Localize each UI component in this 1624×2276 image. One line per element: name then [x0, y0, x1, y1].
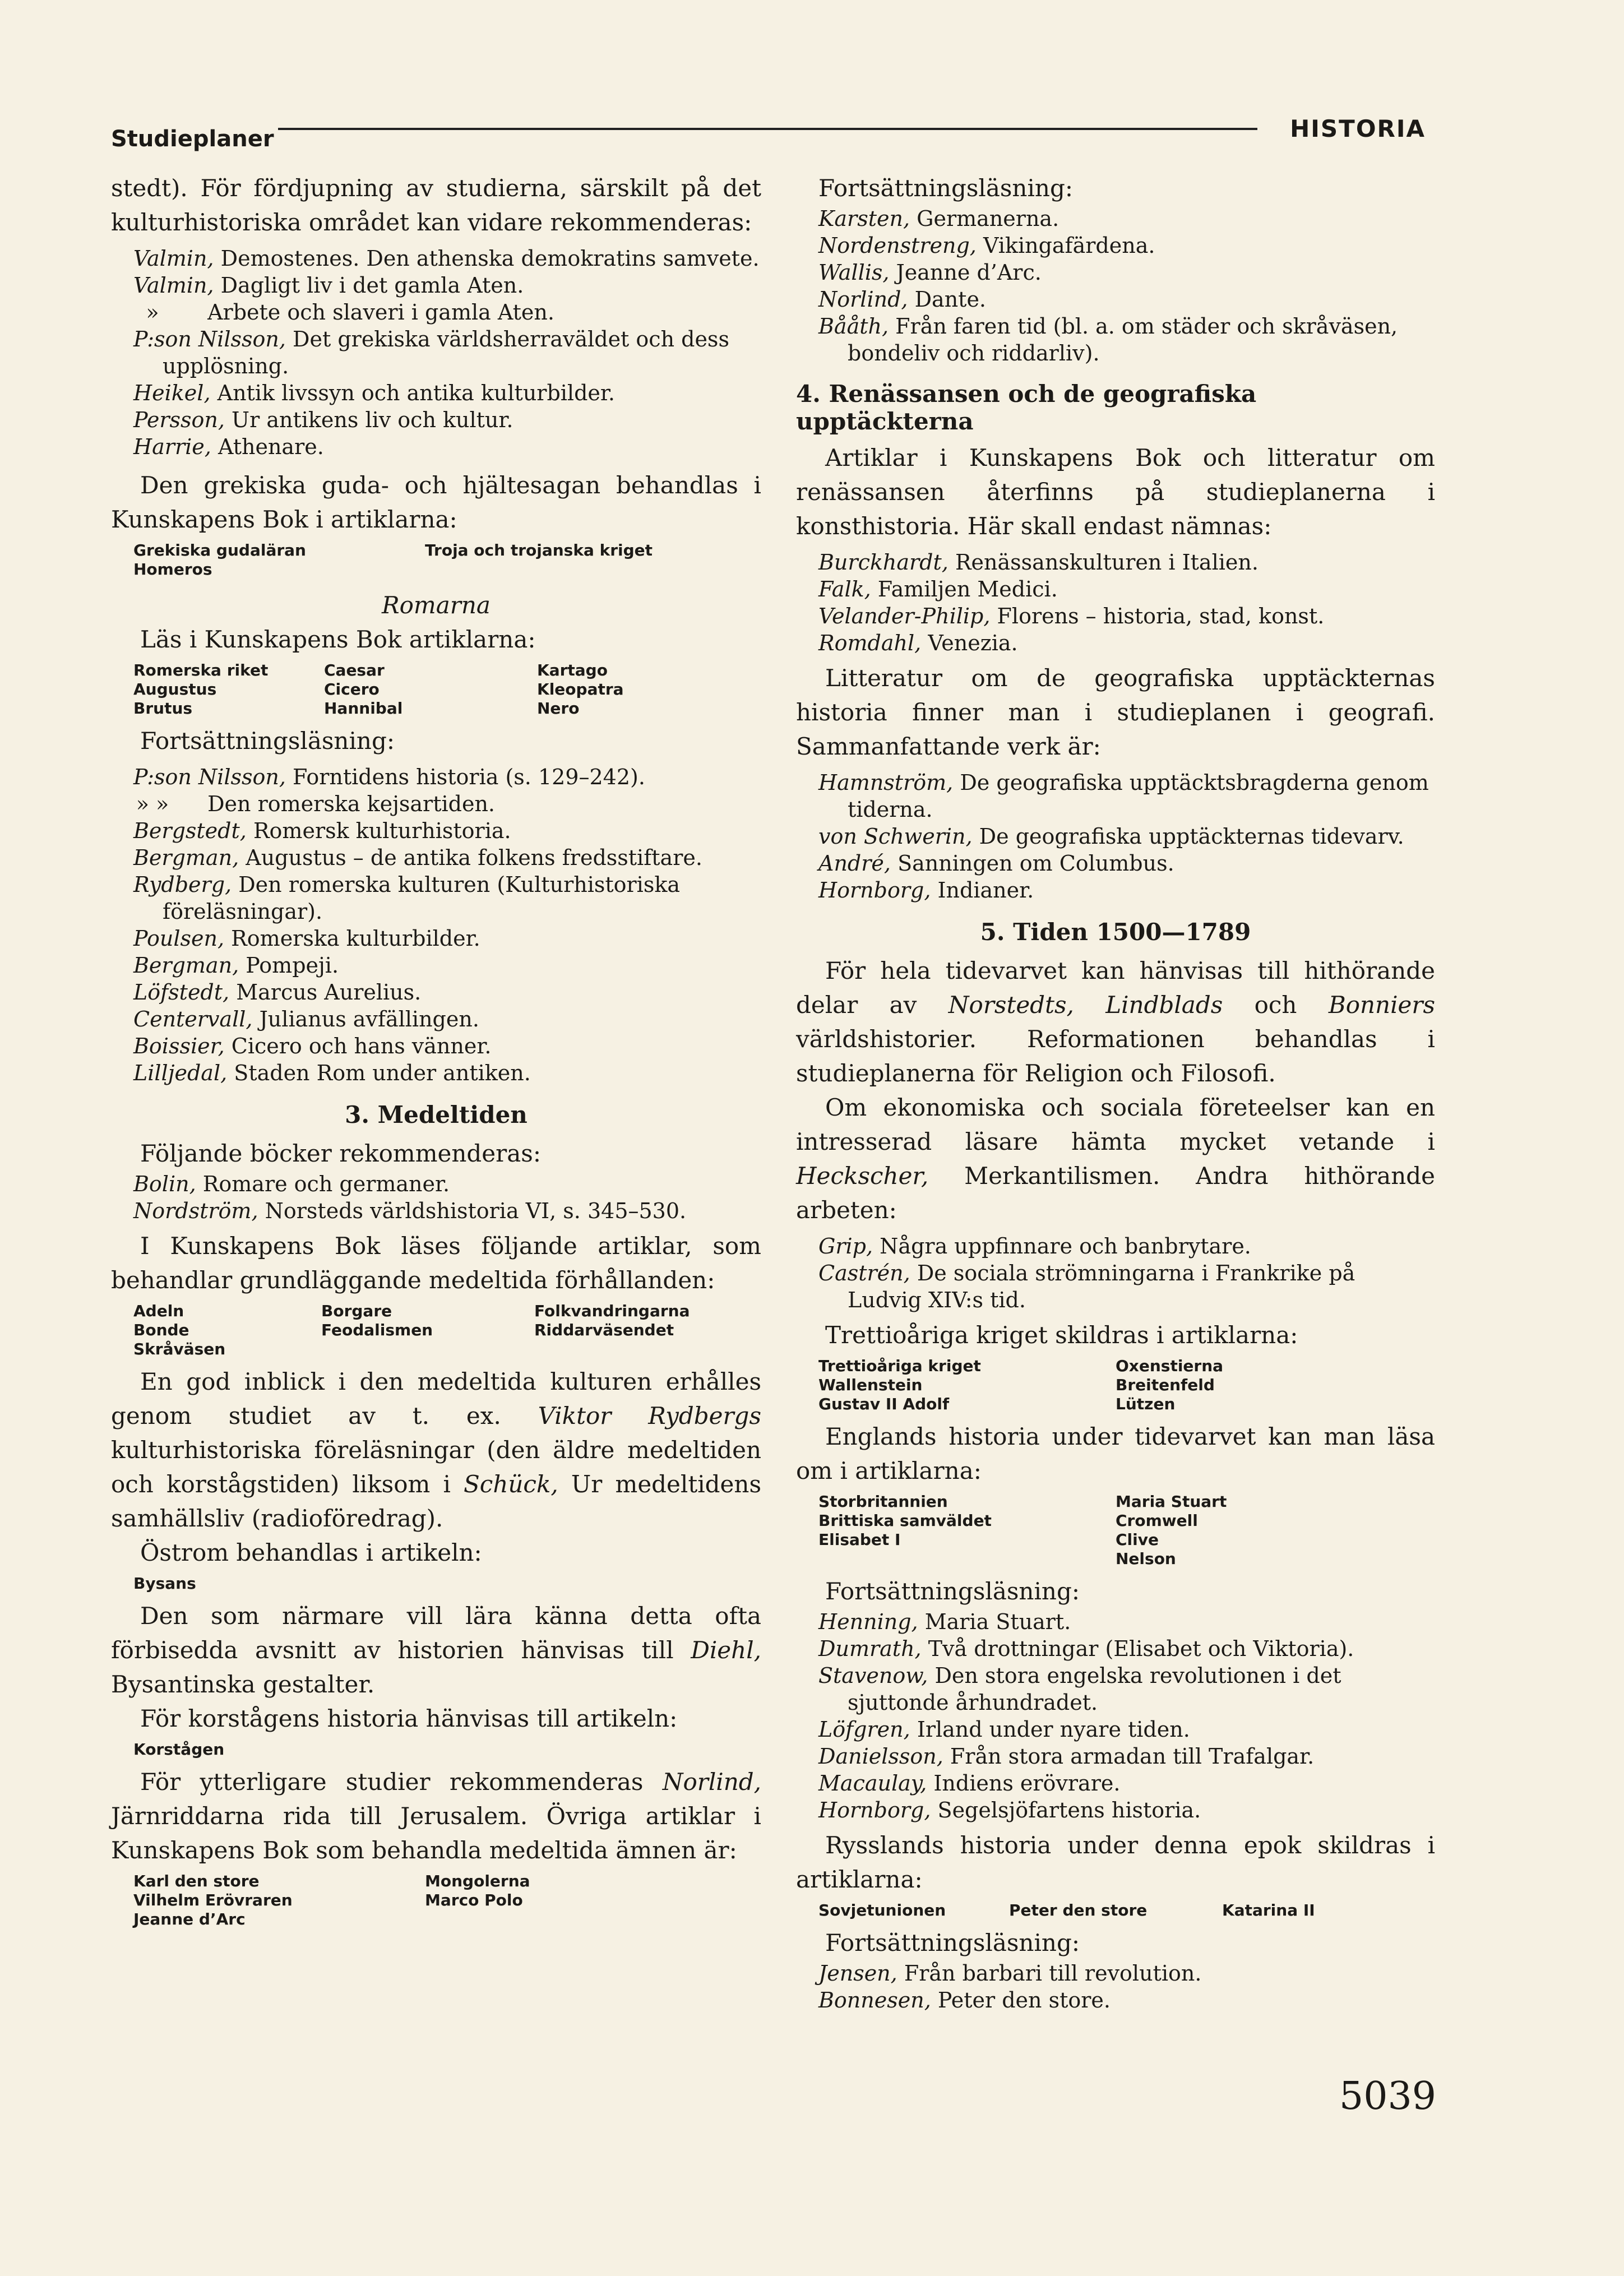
reference-title: Den romerska kejsartiden.	[207, 792, 496, 816]
header-rule	[278, 128, 1257, 130]
article-name: Sovjetunionen	[818, 1901, 946, 1919]
reference-entry	[796, 313, 1435, 367]
text-run: Bysantinska gestalter.	[111, 1671, 375, 1698]
reference-title: Från stora armadan till Trafalgar.	[950, 1744, 1315, 1769]
text-run: kulturhistoriska föreläsningar (den äldre medeltiden och korstågstiden) liksom i	[111, 1436, 761, 1498]
text-run: Om ekonomiska och sociala företeelser kan en intresserad läsare hämta mycket vetande i	[796, 1094, 1435, 1155]
article-name: Lützen	[1116, 1395, 1176, 1413]
romarna-paragraph: Läs i Kunskapens Bok artiklarna:	[140, 626, 536, 653]
reference-title: Segelsjöfartens historia.	[937, 1798, 1201, 1822]
reference-entry	[796, 1960, 1435, 1987]
reference-author: Harrie,	[133, 434, 211, 459]
reference-title: Athenare.	[218, 434, 324, 459]
article-name: Skråväsen	[133, 1340, 226, 1358]
article-name: Breitenfeld	[1116, 1376, 1215, 1394]
reference-entry	[796, 576, 1435, 603]
article-name: Trettioåriga kriget	[818, 1357, 981, 1375]
article-name: Folkvandringarna	[534, 1302, 690, 1320]
page-number: 5039	[1339, 2074, 1436, 2118]
reference-author: Grip,	[818, 1234, 873, 1259]
reference-entry	[796, 630, 1435, 656]
reference-entry	[111, 764, 761, 790]
article-name: Peter den store	[1009, 1901, 1148, 1919]
right-column	[796, 171, 1435, 2018]
reference-title: Från barbari till revolution.	[904, 1961, 1202, 1986]
reference-entry	[796, 850, 1435, 877]
economy-paragraph	[796, 1090, 1435, 1227]
reference-title: Ur antikens liv och kultur.	[232, 408, 513, 432]
culture-paragraph	[111, 1364, 761, 1535]
section-heading-medeltiden: 3. Medeltiden	[345, 1101, 528, 1128]
intro-paragraph: stedt). För fördjupning av studierna, särskilt på det kulturhistoriska området kan vidare rekommenderas:	[111, 174, 761, 236]
reference-entry	[111, 925, 761, 952]
author-ref: Bonniers	[1328, 991, 1436, 1019]
reference-title: Vikingafärdena.	[983, 233, 1155, 258]
reference-author: Wallis,	[818, 260, 890, 285]
reference-author: Heikel,	[133, 381, 211, 405]
reference-author: Boissier,	[133, 1034, 225, 1058]
russia-paragraph: Rysslands historia under denna epok skildras i artiklarna:	[796, 1831, 1435, 1893]
reference-entry	[111, 1060, 761, 1086]
article-name	[321, 1340, 534, 1359]
reference-entry	[111, 299, 761, 326]
reference-entry	[796, 205, 1435, 232]
reference-entry	[796, 1635, 1435, 1662]
left-column	[111, 171, 761, 1935]
reference-author: Romdahl,	[818, 631, 922, 655]
article-name	[425, 560, 716, 579]
reference-entry	[796, 1797, 1435, 1824]
text-run: En god inblick i den medeltida kulturen erhålles genom studiet av t. ex.	[111, 1368, 761, 1430]
header-subject: HISTORIA	[1290, 115, 1426, 142]
reference-author: Bolin,	[133, 1172, 196, 1196]
ditto-mark: » »	[136, 792, 169, 816]
reference-entry	[111, 380, 761, 406]
reference-title: Romare och germaner.	[202, 1172, 450, 1196]
continuation-label: Fortsättningsläsning:	[818, 174, 1074, 202]
reference-entry	[111, 245, 761, 272]
article-name: Brittiska samväldet	[818, 1511, 992, 1530]
reference-title: Cicero och hans vänner.	[231, 1034, 492, 1058]
ditto-mark: »	[146, 300, 159, 325]
article-list	[133, 661, 761, 718]
reading-list	[111, 764, 761, 1086]
article-name: Caesar	[324, 661, 385, 679]
reference-entry	[796, 1987, 1435, 2014]
reference-author: P:son Nilsson,	[133, 765, 286, 789]
reference-author: Valmin,	[133, 273, 214, 298]
thirty-years-paragraph: Trettioåriga kriget skildras i artiklarna:	[825, 1321, 1298, 1349]
reference-author: Macaulay,	[818, 1771, 927, 1796]
reference-title: Jeanne d’Arc.	[896, 260, 1042, 285]
reference-entry	[111, 1171, 761, 1197]
article-name: Nelson	[1116, 1549, 1176, 1568]
author-ref: Diehl,	[691, 1636, 761, 1664]
article-name: Troja och trojanska kriget	[425, 541, 653, 559]
page-header	[111, 115, 1426, 154]
author-ref: Norstedts, Lindblads	[948, 991, 1223, 1019]
article-name: Borgare	[321, 1302, 392, 1320]
author-ref: Viktor Rydbergs	[538, 1402, 761, 1430]
reference-entry	[111, 433, 761, 460]
article-name: Feodalismen	[321, 1321, 433, 1339]
article-list	[818, 1357, 1435, 1414]
reference-entry	[796, 877, 1435, 904]
reference-author: Dumrath,	[818, 1636, 922, 1661]
reference-entry	[796, 1662, 1435, 1716]
reference-author: Jensen,	[818, 1961, 897, 1986]
article-name: Oxenstierna	[1116, 1357, 1224, 1375]
reference-title: Marcus Aurelius.	[236, 980, 422, 1005]
reference-author: Bonnesen,	[818, 1988, 931, 2013]
article-name: Romerska riket	[133, 661, 269, 679]
reference-author: André,	[818, 851, 891, 876]
korstag-paragraph: För korstågens historia hänvisas till artikeln:	[140, 1705, 678, 1732]
article-name: Bysans	[133, 1574, 196, 1593]
article-name: Clive	[1116, 1530, 1159, 1549]
article-name: Brutus	[133, 699, 193, 718]
bysans-paragraph	[111, 1599, 761, 1701]
author-ref: Norlind,	[662, 1768, 761, 1796]
reference-author: Löfgren,	[818, 1717, 910, 1742]
reference-author: Danielsson,	[818, 1744, 943, 1769]
reference-author: Nordenstreng,	[818, 233, 977, 258]
article-list	[818, 1492, 1435, 1569]
article-name: Jeanne d’Arc	[133, 1910, 246, 1928]
renassans-paragraph: Artiklar i Kunskapens Bok och litteratur om renässansen återfinns på studieplanerna i konsthistoria. Här skall endast nämnas:	[796, 444, 1435, 540]
reference-entry	[796, 549, 1435, 576]
article-name: Wallenstein	[818, 1376, 923, 1394]
reference-entry	[796, 286, 1435, 313]
reference-author: Hornborg,	[818, 878, 931, 903]
reference-entry	[796, 1233, 1435, 1260]
article-name	[534, 1340, 722, 1359]
reference-title: Staden Rom under antiken.	[234, 1061, 531, 1085]
article-list	[818, 1901, 1435, 1920]
reference-author: Poulsen,	[133, 926, 225, 951]
text-run: och	[1223, 991, 1329, 1019]
continuation-label: Fortsättningsläsning:	[140, 727, 395, 755]
reading-list	[111, 1171, 761, 1224]
reference-author: Bergstedt,	[133, 818, 247, 843]
tiden-paragraph	[796, 954, 1435, 1090]
article-name	[425, 1910, 716, 1929]
reference-entry	[796, 823, 1435, 850]
article-name: Mongolerna	[425, 1872, 530, 1890]
reference-author: Stavenow,	[818, 1663, 928, 1688]
reference-entry	[111, 406, 761, 433]
reference-entry	[796, 769, 1435, 823]
reading-list	[796, 1608, 1435, 1824]
text-run: Järnriddarna rida till Jerusalem. Övriga artiklar i Kunskapens Bok som behandla medeltida ämnen är:	[111, 1802, 761, 1864]
reference-title: Romerska kulturbilder.	[231, 926, 480, 951]
reference-author: Karsten,	[818, 206, 910, 231]
author-ref: Heckscher,	[796, 1162, 929, 1190]
reference-author: Lilljedal,	[133, 1061, 228, 1085]
further-paragraph	[111, 1765, 761, 1867]
reference-author: Hamnström,	[818, 770, 954, 795]
reference-entry	[111, 952, 761, 979]
reference-title: Venezia.	[928, 631, 1018, 655]
article-name: Kartago	[537, 661, 608, 679]
reference-title: Dante.	[914, 287, 987, 312]
reference-title: Forntidens historia (s. 129–242).	[293, 765, 645, 789]
reference-title: Dagligt liv i det gamla Aten.	[220, 273, 524, 298]
article-name: Storbritannien	[818, 1492, 948, 1511]
article-name: Kleopatra	[537, 680, 624, 698]
reading-list	[796, 205, 1435, 367]
reference-author: Hornborg,	[818, 1798, 931, 1822]
reference-entry	[796, 1743, 1435, 1770]
reference-title: Demostenes. Den athenska demokratins samvete.	[220, 246, 760, 271]
text-run: Ur medeltidens samhällsliv (radioföredrag).	[111, 1470, 762, 1532]
article-name: Homeros	[133, 560, 212, 579]
reference-title: Romersk kulturhistoria.	[253, 818, 511, 843]
article-list	[133, 541, 761, 579]
section-heading-romarna: Romarna	[382, 591, 491, 619]
reference-title: De geografiska upptäckternas tidevarv.	[979, 824, 1404, 849]
reference-entry	[111, 272, 761, 299]
ostrom-paragraph: Östrom behandlas i artikeln:	[140, 1539, 482, 1566]
article-name: Maria Stuart	[1116, 1492, 1227, 1511]
reference-author: Bååth,	[818, 314, 889, 339]
article-name: Marco Polo	[425, 1891, 523, 1909]
reference-title: Familjen Medici.	[877, 577, 1058, 602]
reference-title: Peter den store.	[937, 1988, 1111, 2013]
continuation-label: Fortsättningsläsning:	[825, 1578, 1080, 1605]
reference-title: Maria Stuart.	[924, 1609, 1071, 1634]
reading-list	[796, 1233, 1435, 1313]
article-name: Vilhelm Erövraren	[133, 1891, 293, 1909]
reference-title: Julianus avfällingen.	[259, 1007, 479, 1031]
reading-list	[796, 549, 1435, 656]
reference-entry	[111, 1033, 761, 1060]
reference-author: Bergman,	[133, 845, 239, 870]
reading-list	[796, 1960, 1435, 2014]
header-section-label: Studieplaner	[111, 126, 274, 152]
greek-paragraph: Den grekiska guda- och hjältesagan behandlas i Kunskapens Bok i artiklarna:	[111, 471, 761, 533]
reference-title: Några uppfinnare och banbrytare.	[880, 1234, 1251, 1259]
article-name: Gustav II Adolf	[818, 1395, 950, 1413]
reference-title: De geografiska upptäcktsbragderna genom tiderna.	[848, 770, 1429, 822]
article-list	[133, 1872, 761, 1929]
reference-entry	[111, 326, 761, 380]
reference-author: Nordström,	[133, 1199, 258, 1223]
reference-title: Irland under nyare tiden.	[917, 1717, 1190, 1742]
reference-author: Burckhardt,	[818, 550, 949, 575]
england-paragraph: Englands historia under tidevarvet kan man läsa om i artiklarna:	[796, 1423, 1435, 1484]
text-run: För hela tidevarvet kan hänvisas till hithörande delar av	[796, 957, 1435, 1019]
reference-title: Indiens erövrare.	[933, 1771, 1121, 1796]
article-name: Adeln	[133, 1302, 184, 1320]
reference-entry	[111, 790, 761, 817]
reference-title: De sociala strömningarna i Frankrike på Ludvig XIV:s tid.	[848, 1261, 1355, 1312]
reference-entry	[111, 817, 761, 844]
reference-title: Arbete och slaveri i gamla Aten.	[207, 300, 554, 325]
reference-author: Löfstedt,	[133, 980, 230, 1005]
article-name: Karl den store	[133, 1872, 260, 1890]
geography-paragraph: Litteratur om de geografiska upptäckternas historia finner man i studieplanen i geografi. Sammanfattande verk är:	[796, 664, 1435, 760]
reference-title: Indianer.	[937, 878, 1034, 903]
reference-entry	[796, 603, 1435, 630]
article-name: Elisabet I	[818, 1530, 901, 1549]
reading-list	[796, 769, 1435, 904]
reference-title: Sanningen om Columbus.	[897, 851, 1174, 876]
article-name: Hannibal	[324, 699, 403, 718]
reference-entry	[796, 1716, 1435, 1743]
reference-title: Augustus – de antika folkens fredsstiftare.	[246, 845, 702, 870]
reference-entry	[796, 1260, 1435, 1313]
reference-title: Norsteds världshistoria VI, s. 345–530.	[265, 1199, 687, 1223]
reading-list	[111, 245, 761, 460]
reference-title: Germanerna.	[917, 206, 1059, 231]
reference-title: Två drottningar (Elisabet och Viktoria).	[928, 1636, 1354, 1661]
reference-title: Pompeji.	[246, 953, 339, 978]
reference-author: Rydberg,	[133, 872, 232, 897]
reference-entry	[111, 1006, 761, 1033]
reference-entry	[796, 232, 1435, 259]
article-name: Nero	[537, 699, 580, 718]
reference-title: Den stora engelska revolutionen i det sjuttonde århundradet.	[848, 1663, 1341, 1715]
reference-author: Velander-Philip,	[818, 604, 991, 628]
article-name: Grekiska gudaläran	[133, 541, 306, 559]
article-list	[133, 1302, 761, 1359]
reference-title: Antik livssyn och antika kulturbilder.	[217, 381, 615, 405]
article-name: Korstågen	[133, 1740, 225, 1759]
article-name: Cicero	[324, 680, 380, 698]
section-heading-tiden: 5. Tiden 1500—1789	[980, 918, 1251, 946]
article-name: Riddarväsendet	[534, 1321, 674, 1339]
reference-entry	[796, 259, 1435, 286]
medeltiden-paragraph: Följande böcker rekommenderas:	[140, 1140, 541, 1167]
reference-author: Valmin,	[133, 246, 214, 271]
reference-entry	[111, 979, 761, 1006]
author-ref: Schück,	[464, 1470, 558, 1498]
article-name: Katarina II	[1222, 1901, 1315, 1919]
reference-author: P:son Nilsson,	[133, 327, 286, 351]
text-run: världshistorier. Reformationen behandlas i studieplanerna för Religion och Filosofi.	[796, 1025, 1435, 1087]
reference-entry	[111, 871, 761, 925]
article-name: Bonde	[133, 1321, 189, 1339]
reference-entry	[796, 1608, 1435, 1635]
text-run: Den som närmare vill lära känna detta ofta förbisedda avsnitt av historien hänvisas till	[111, 1602, 761, 1664]
reference-author: Castrén,	[818, 1261, 910, 1285]
reference-entry	[111, 844, 761, 871]
article-name	[818, 1549, 1116, 1569]
reference-entry	[796, 1770, 1435, 1797]
section-heading-renassans: 4. Renässansen och de geografiska upptäckterna	[796, 380, 1257, 435]
reference-title: Från faren tid (bl. a. om städer och skråväsen, bondeliv och riddarliv).	[848, 314, 1398, 366]
article-name: Cromwell	[1116, 1511, 1198, 1530]
article-name: Augustus	[133, 680, 217, 698]
reference-title: Florens – historia, stad, konst.	[997, 604, 1325, 628]
reference-author: Bergman,	[133, 953, 239, 978]
reference-author: Norlind,	[818, 287, 908, 312]
reference-author: Henning,	[818, 1609, 918, 1634]
text-run: Merkantilismen. Andra hithörande arbeten:	[796, 1162, 1435, 1224]
reference-author: Persson,	[133, 408, 225, 432]
reference-title: Renässanskulturen i Italien.	[955, 550, 1259, 575]
reference-author: Centervall,	[133, 1007, 253, 1031]
reference-title: Det grekiska världsherraväldet och dess upplösning.	[163, 327, 729, 378]
reference-entry	[111, 1197, 761, 1224]
reference-author: von Schwerin,	[818, 824, 973, 849]
text-run: För ytterligare studier rekommenderas	[140, 1768, 663, 1796]
reference-author: Falk,	[818, 577, 871, 602]
medeltiden-paragraph-2: I Kunskapens Bok läses följande artiklar, som behandlar grundläggande medeltida förhållanden:	[111, 1232, 761, 1294]
reference-title: Den romerska kulturen (Kulturhistoriska föreläsningar).	[163, 872, 681, 924]
continuation-label: Fortsättningsläsning:	[825, 1929, 1080, 1956]
